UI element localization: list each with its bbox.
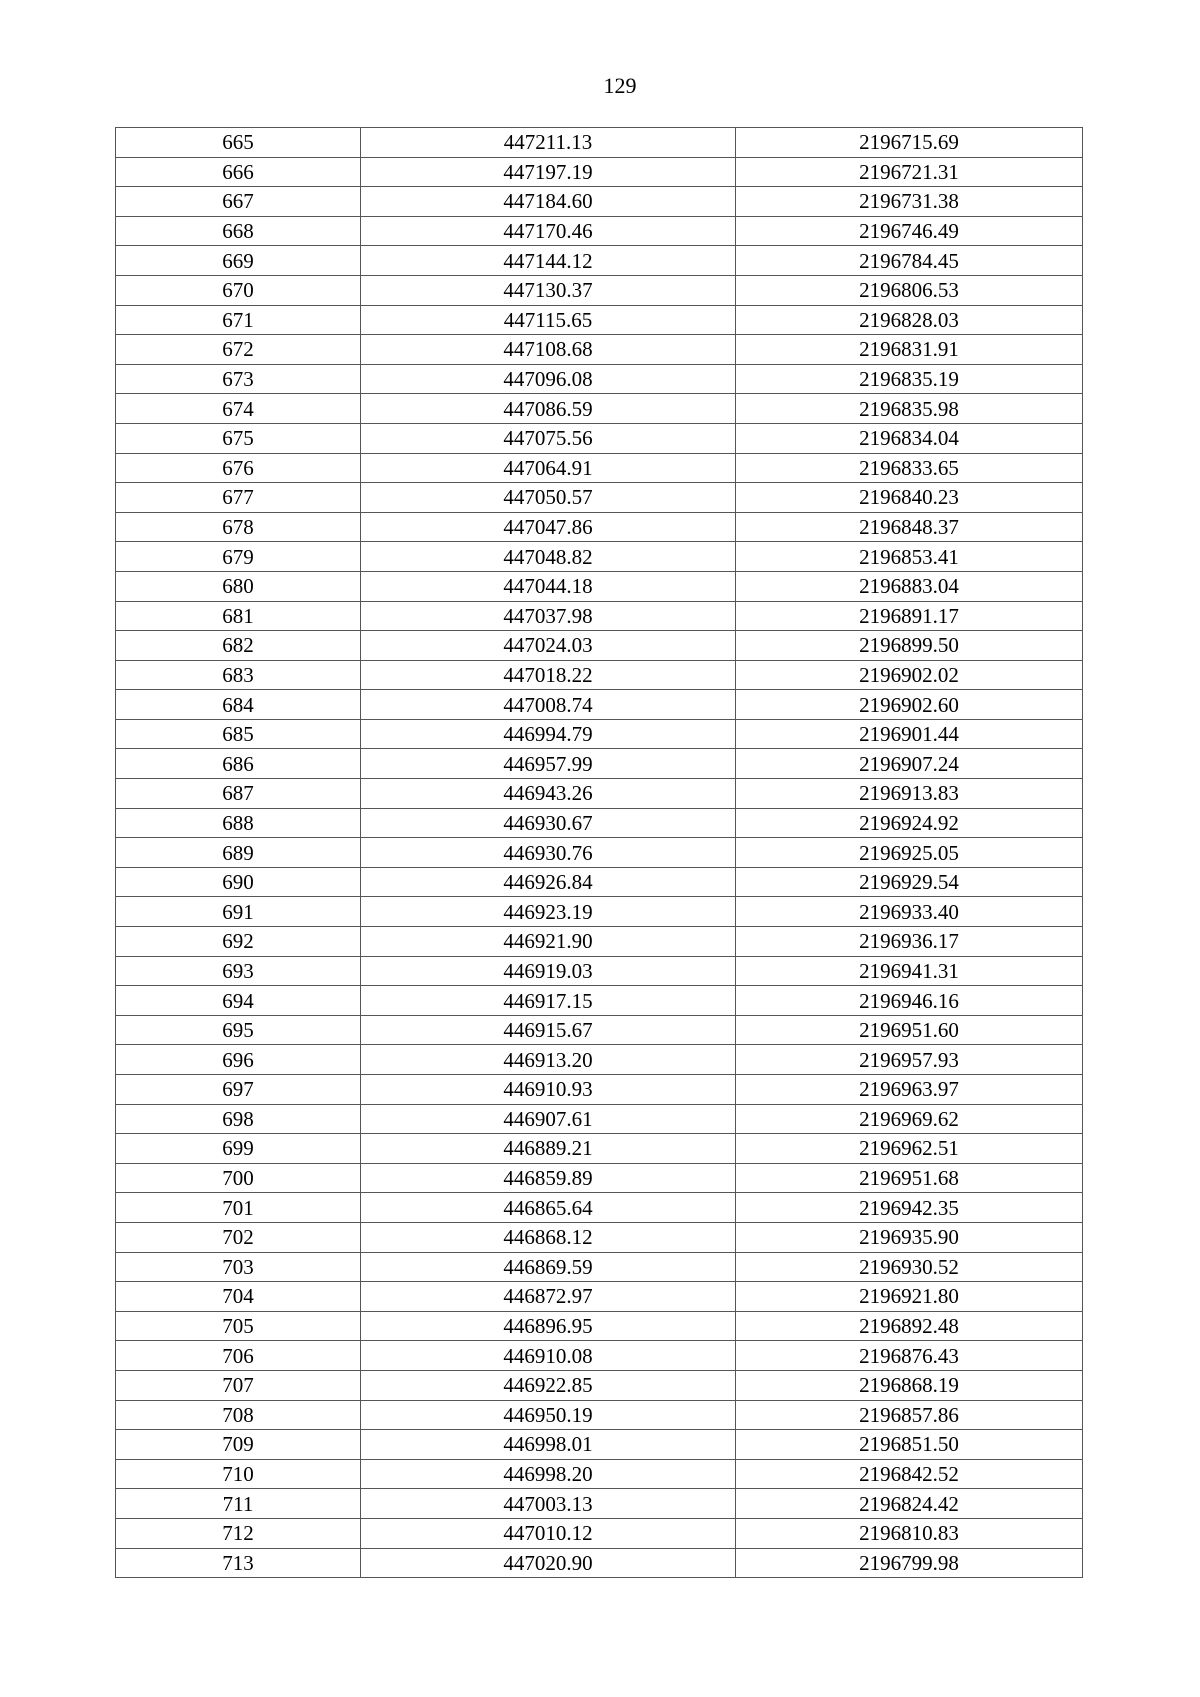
table-row xyxy=(116,512,1083,542)
point-number-cell: 680 xyxy=(116,571,361,601)
x-coordinate-cell: 447144.12 xyxy=(361,246,736,276)
point-number-cell: 678 xyxy=(116,512,361,542)
point-number-cell: 684 xyxy=(116,690,361,720)
table-row xyxy=(116,187,1083,217)
table-row xyxy=(116,1430,1083,1460)
x-coordinate-cell: 446919.03 xyxy=(361,956,736,986)
table-row xyxy=(116,1045,1083,1075)
y-coordinate-cell: 2196951.60 xyxy=(736,1015,1083,1045)
y-coordinate-cell: 2196851.50 xyxy=(736,1430,1083,1460)
x-coordinate-cell: 447197.19 xyxy=(361,157,736,187)
point-number-cell: 696 xyxy=(116,1045,361,1075)
point-number-cell: 703 xyxy=(116,1252,361,1282)
y-coordinate-cell: 2196876.43 xyxy=(736,1341,1083,1371)
page-number: 129 xyxy=(603,73,637,98)
x-coordinate-cell: 447064.91 xyxy=(361,453,736,483)
table-row xyxy=(116,364,1083,394)
y-coordinate-cell: 2196921.80 xyxy=(736,1282,1083,1312)
x-coordinate-cell: 446872.97 xyxy=(361,1282,736,1312)
point-number-cell: 686 xyxy=(116,749,361,779)
y-coordinate-cell: 2196936.17 xyxy=(736,927,1083,957)
point-number-cell: 681 xyxy=(116,601,361,631)
table-row xyxy=(116,601,1083,631)
point-number-cell: 706 xyxy=(116,1341,361,1371)
y-coordinate-cell: 2196715.69 xyxy=(736,128,1083,158)
x-coordinate-cell: 447037.98 xyxy=(361,601,736,631)
table-row xyxy=(116,1341,1083,1371)
point-number-cell: 687 xyxy=(116,779,361,809)
y-coordinate-cell: 2196824.42 xyxy=(736,1489,1083,1519)
x-coordinate-cell: 447003.13 xyxy=(361,1489,736,1519)
y-coordinate-cell: 2196868.19 xyxy=(736,1370,1083,1400)
x-coordinate-cell: 447050.57 xyxy=(361,483,736,513)
table-row xyxy=(116,1015,1083,1045)
table-row xyxy=(116,453,1083,483)
point-number-cell: 705 xyxy=(116,1311,361,1341)
point-number-cell: 669 xyxy=(116,246,361,276)
point-number-cell: 695 xyxy=(116,1015,361,1045)
y-coordinate-cell: 2196835.98 xyxy=(736,394,1083,424)
table-row xyxy=(116,128,1083,158)
y-coordinate-cell: 2196810.83 xyxy=(736,1518,1083,1548)
y-coordinate-cell: 2196902.02 xyxy=(736,660,1083,690)
table-row xyxy=(116,1400,1083,1430)
table-row xyxy=(116,1134,1083,1164)
x-coordinate-cell: 447096.08 xyxy=(361,364,736,394)
x-coordinate-cell: 446998.20 xyxy=(361,1459,736,1489)
x-coordinate-cell: 447018.22 xyxy=(361,660,736,690)
y-coordinate-cell: 2196941.31 xyxy=(736,956,1083,986)
x-coordinate-cell: 447075.56 xyxy=(361,423,736,453)
table-row xyxy=(116,986,1083,1016)
y-coordinate-cell: 2196935.90 xyxy=(736,1222,1083,1252)
y-coordinate-cell: 2196835.19 xyxy=(736,364,1083,394)
point-number-cell: 666 xyxy=(116,157,361,187)
x-coordinate-cell: 446994.79 xyxy=(361,719,736,749)
x-coordinate-cell: 447130.37 xyxy=(361,275,736,305)
x-coordinate-cell: 446923.19 xyxy=(361,897,736,927)
y-coordinate-cell: 2196925.05 xyxy=(736,838,1083,868)
point-number-cell: 675 xyxy=(116,423,361,453)
y-coordinate-cell: 2196721.31 xyxy=(736,157,1083,187)
x-coordinate-cell: 447044.18 xyxy=(361,571,736,601)
table-row xyxy=(116,1548,1083,1578)
point-number-cell: 711 xyxy=(116,1489,361,1519)
coordinate-table-body xyxy=(116,128,1083,1578)
x-coordinate-cell: 447008.74 xyxy=(361,690,736,720)
table-row xyxy=(116,394,1083,424)
x-coordinate-cell: 447010.12 xyxy=(361,1518,736,1548)
point-number-cell: 697 xyxy=(116,1075,361,1105)
table-row xyxy=(116,335,1083,365)
y-coordinate-cell: 2196833.65 xyxy=(736,453,1083,483)
table-row xyxy=(116,1075,1083,1105)
y-coordinate-cell: 2196942.35 xyxy=(736,1193,1083,1223)
point-number-cell: 690 xyxy=(116,867,361,897)
y-coordinate-cell: 2196828.03 xyxy=(736,305,1083,335)
point-number-cell: 709 xyxy=(116,1430,361,1460)
x-coordinate-cell: 446910.08 xyxy=(361,1341,736,1371)
x-coordinate-cell: 447086.59 xyxy=(361,394,736,424)
y-coordinate-cell: 2196840.23 xyxy=(736,483,1083,513)
table-row xyxy=(116,275,1083,305)
x-coordinate-cell: 446921.90 xyxy=(361,927,736,957)
x-coordinate-cell: 446998.01 xyxy=(361,1430,736,1460)
x-coordinate-cell: 446907.61 xyxy=(361,1104,736,1134)
table-row xyxy=(116,660,1083,690)
table-row xyxy=(116,305,1083,335)
coordinate-table xyxy=(115,127,1083,1578)
point-number-cell: 665 xyxy=(116,128,361,158)
table-row xyxy=(116,1193,1083,1223)
table-row xyxy=(116,1459,1083,1489)
table-row xyxy=(116,927,1083,957)
x-coordinate-cell: 447024.03 xyxy=(361,631,736,661)
x-coordinate-cell: 446889.21 xyxy=(361,1134,736,1164)
table-row xyxy=(116,838,1083,868)
table-row xyxy=(116,1222,1083,1252)
y-coordinate-cell: 2196848.37 xyxy=(736,512,1083,542)
x-coordinate-cell: 446943.26 xyxy=(361,779,736,809)
x-coordinate-cell: 446957.99 xyxy=(361,749,736,779)
x-coordinate-cell: 446930.76 xyxy=(361,838,736,868)
x-coordinate-cell: 447115.65 xyxy=(361,305,736,335)
y-coordinate-cell: 2196951.68 xyxy=(736,1163,1083,1193)
y-coordinate-cell: 2196799.98 xyxy=(736,1548,1083,1578)
y-coordinate-cell: 2196902.60 xyxy=(736,690,1083,720)
point-number-cell: 710 xyxy=(116,1459,361,1489)
point-number-cell: 704 xyxy=(116,1282,361,1312)
x-coordinate-cell: 447108.68 xyxy=(361,335,736,365)
point-number-cell: 679 xyxy=(116,542,361,572)
table-row xyxy=(116,1489,1083,1519)
table-row xyxy=(116,1370,1083,1400)
table-row xyxy=(116,808,1083,838)
point-number-cell: 702 xyxy=(116,1222,361,1252)
point-number-cell: 670 xyxy=(116,275,361,305)
point-number-cell: 713 xyxy=(116,1548,361,1578)
y-coordinate-cell: 2196853.41 xyxy=(736,542,1083,572)
y-coordinate-cell: 2196907.24 xyxy=(736,749,1083,779)
x-coordinate-cell: 447184.60 xyxy=(361,187,736,217)
table-row xyxy=(116,571,1083,601)
point-number-cell: 677 xyxy=(116,483,361,513)
point-number-cell: 685 xyxy=(116,719,361,749)
y-coordinate-cell: 2196957.93 xyxy=(736,1045,1083,1075)
point-number-cell: 671 xyxy=(116,305,361,335)
x-coordinate-cell: 446930.67 xyxy=(361,808,736,838)
x-coordinate-cell: 446896.95 xyxy=(361,1311,736,1341)
table-row xyxy=(116,483,1083,513)
table-row xyxy=(116,1104,1083,1134)
point-number-cell: 708 xyxy=(116,1400,361,1430)
table-row xyxy=(116,1282,1083,1312)
x-coordinate-cell: 446859.89 xyxy=(361,1163,736,1193)
y-coordinate-cell: 2196891.17 xyxy=(736,601,1083,631)
y-coordinate-cell: 2196963.97 xyxy=(736,1075,1083,1105)
point-number-cell: 672 xyxy=(116,335,361,365)
table-row xyxy=(116,246,1083,276)
point-number-cell: 692 xyxy=(116,927,361,957)
y-coordinate-cell: 2196746.49 xyxy=(736,216,1083,246)
y-coordinate-cell: 2196842.52 xyxy=(736,1459,1083,1489)
point-number-cell: 676 xyxy=(116,453,361,483)
table-row xyxy=(116,1518,1083,1548)
x-coordinate-cell: 446926.84 xyxy=(361,867,736,897)
x-coordinate-cell: 447048.82 xyxy=(361,542,736,572)
y-coordinate-cell: 2196946.16 xyxy=(736,986,1083,1016)
table-row xyxy=(116,631,1083,661)
table-row xyxy=(116,423,1083,453)
y-coordinate-cell: 2196933.40 xyxy=(736,897,1083,927)
point-number-cell: 712 xyxy=(116,1518,361,1548)
point-number-cell: 673 xyxy=(116,364,361,394)
y-coordinate-cell: 2196969.62 xyxy=(736,1104,1083,1134)
point-number-cell: 693 xyxy=(116,956,361,986)
y-coordinate-cell: 2196930.52 xyxy=(736,1252,1083,1282)
point-number-cell: 701 xyxy=(116,1193,361,1223)
x-coordinate-cell: 447047.86 xyxy=(361,512,736,542)
y-coordinate-cell: 2196901.44 xyxy=(736,719,1083,749)
x-coordinate-cell: 446922.85 xyxy=(361,1370,736,1400)
table-row xyxy=(116,1163,1083,1193)
x-coordinate-cell: 447020.90 xyxy=(361,1548,736,1578)
x-coordinate-cell: 447211.13 xyxy=(361,128,736,158)
table-row xyxy=(116,897,1083,927)
point-number-cell: 691 xyxy=(116,897,361,927)
x-coordinate-cell: 446869.59 xyxy=(361,1252,736,1282)
point-number-cell: 699 xyxy=(116,1134,361,1164)
point-number-cell: 667 xyxy=(116,187,361,217)
point-number-cell: 707 xyxy=(116,1370,361,1400)
table-row xyxy=(116,216,1083,246)
y-coordinate-cell: 2196831.91 xyxy=(736,335,1083,365)
table-row xyxy=(116,1252,1083,1282)
y-coordinate-cell: 2196784.45 xyxy=(736,246,1083,276)
point-number-cell: 698 xyxy=(116,1104,361,1134)
x-coordinate-cell: 446950.19 xyxy=(361,1400,736,1430)
table-row xyxy=(116,749,1083,779)
point-number-cell: 683 xyxy=(116,660,361,690)
point-number-cell: 694 xyxy=(116,986,361,1016)
point-number-cell: 689 xyxy=(116,838,361,868)
x-coordinate-cell: 446865.64 xyxy=(361,1193,736,1223)
y-coordinate-cell: 2196806.53 xyxy=(736,275,1083,305)
table-row xyxy=(116,719,1083,749)
point-number-cell: 688 xyxy=(116,808,361,838)
y-coordinate-cell: 2196913.83 xyxy=(736,779,1083,809)
y-coordinate-cell: 2196899.50 xyxy=(736,631,1083,661)
y-coordinate-cell: 2196892.48 xyxy=(736,1311,1083,1341)
table-row xyxy=(116,157,1083,187)
point-number-cell: 700 xyxy=(116,1163,361,1193)
x-coordinate-cell: 446913.20 xyxy=(361,1045,736,1075)
y-coordinate-cell: 2196962.51 xyxy=(736,1134,1083,1164)
x-coordinate-cell: 446910.93 xyxy=(361,1075,736,1105)
table-row xyxy=(116,1311,1083,1341)
point-number-cell: 668 xyxy=(116,216,361,246)
table-row xyxy=(116,956,1083,986)
table-row xyxy=(116,542,1083,572)
y-coordinate-cell: 2196883.04 xyxy=(736,571,1083,601)
x-coordinate-cell: 446917.15 xyxy=(361,986,736,1016)
point-number-cell: 674 xyxy=(116,394,361,424)
y-coordinate-cell: 2196924.92 xyxy=(736,808,1083,838)
point-number-cell: 682 xyxy=(116,631,361,661)
table-row xyxy=(116,690,1083,720)
table-row xyxy=(116,779,1083,809)
table-row xyxy=(116,867,1083,897)
y-coordinate-cell: 2196929.54 xyxy=(736,867,1083,897)
y-coordinate-cell: 2196834.04 xyxy=(736,423,1083,453)
x-coordinate-cell: 446915.67 xyxy=(361,1015,736,1045)
y-coordinate-cell: 2196731.38 xyxy=(736,187,1083,217)
x-coordinate-cell: 447170.46 xyxy=(361,216,736,246)
x-coordinate-cell: 446868.12 xyxy=(361,1222,736,1252)
y-coordinate-cell: 2196857.86 xyxy=(736,1400,1083,1430)
